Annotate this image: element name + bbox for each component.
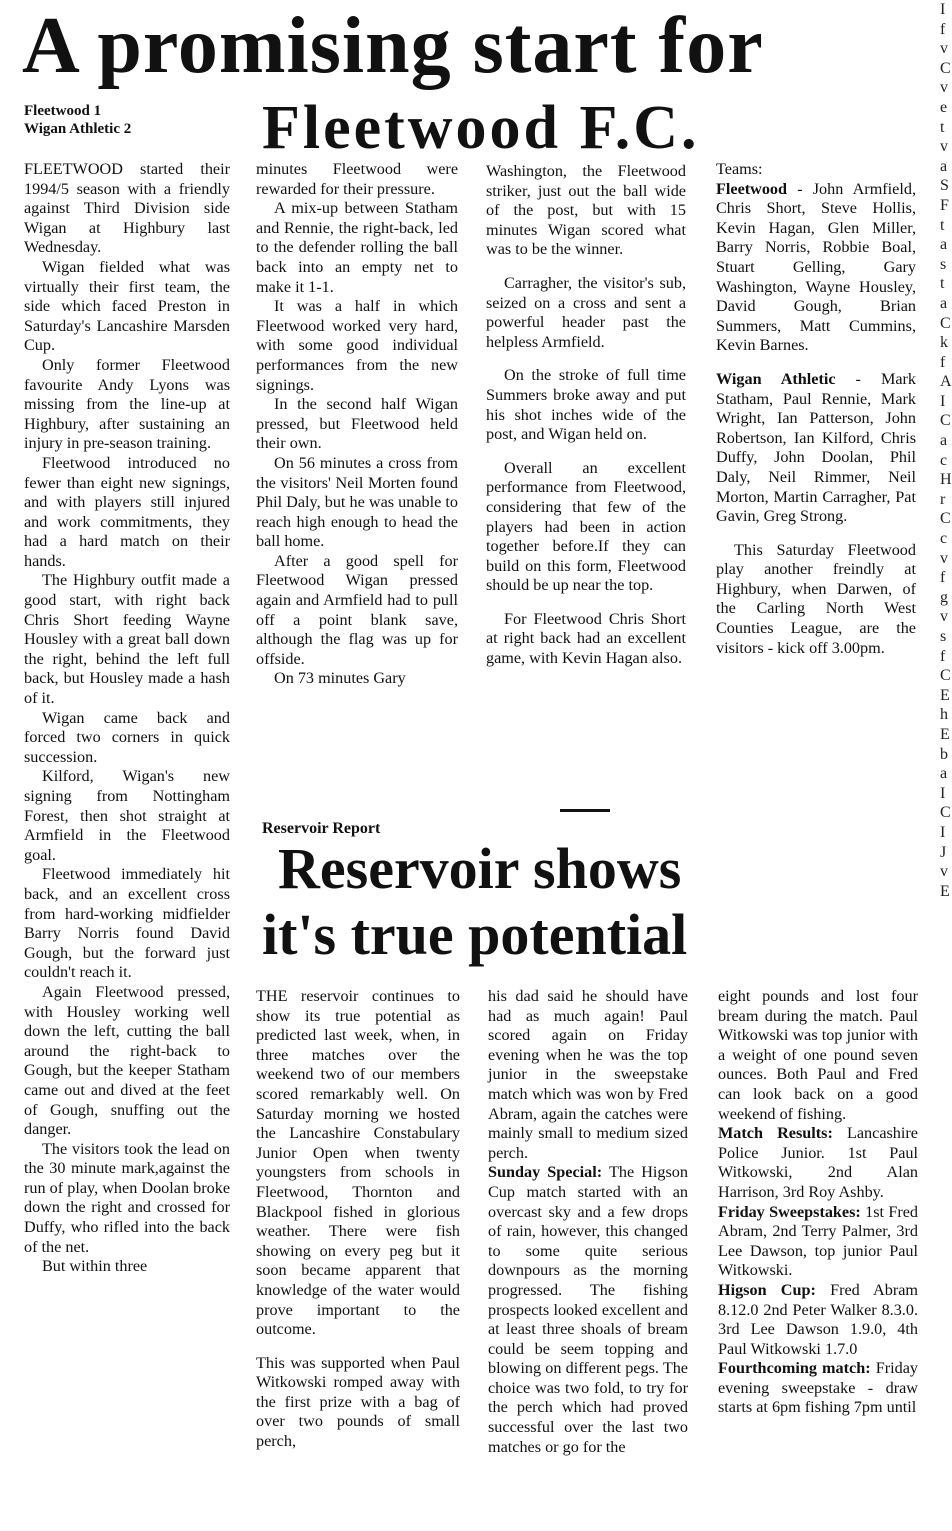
reservoir-headline-line1: Reservoir shows <box>278 836 682 901</box>
paragraph: Only former Fleetwood favourite Andy Lyons was missing from the line-up at Highbury, after sustaining an injury in pre-season training. <box>24 355 230 453</box>
score-home: Fleetwood 1 <box>24 103 102 119</box>
fleetwood-label: Fleetwood <box>716 179 788 198</box>
paragraph: Wigan came back and forced two corners in quick succession. <box>24 708 230 766</box>
match-results-text: Lancashire Police Junior. 1st Paul Witkowski, 2nd Alan Harrison, 3rd Roy Ashby. <box>718 1124 918 1201</box>
paragraph: The visitors took the lead on the 30 minute mark,against the run of play, when Doolan broke down the right and crossed for Duffy, who rifled into the back of the net. <box>24 1139 230 1256</box>
next-fixture-note: This Saturday Fleetwood play another freindly at Highbury, when Darwen, of the Carling North West Counties League, are the visitors - kick off 3.00pm. <box>716 540 916 657</box>
article2-column-2 <box>488 987 688 1457</box>
section-divider <box>560 809 610 812</box>
fleetwood-team-list <box>716 180 916 356</box>
teams-heading: Teams: <box>716 160 763 178</box>
paragraph: On 56 minutes a cross from the visitors' Neil Morten found Phil Daly, but he was unable to reach high enough to head the ball home. <box>256 453 458 551</box>
article1-column-3 <box>486 162 686 669</box>
paragraph: This was supported when Paul Witkowski romped away with the first prize with a bag of over two pounds of small perch, <box>256 1353 460 1451</box>
forthcoming-match-label: Fourthcoming match: <box>718 1359 871 1378</box>
friday-sweepstakes <box>718 1203 918 1281</box>
higson-cup-label: Higson Cup: <box>718 1280 816 1299</box>
reservoir-headline-line2: it's true potential <box>262 902 688 967</box>
fleetwood-players: - John Armfield, Chris Short, Steve Hollis, Kevin Hagan, Glen Miller, Barry Norris, Robbie Boal, Stuart Gelling, Gary Washington, Wayne Housley, David Gough, Brian Summers, Matt Cummins, Kevin Barnes. <box>716 179 916 355</box>
paragraph: In the second half Wigan pressed, but Fleetwood held their own. <box>256 395 458 453</box>
paragraph: But within three <box>42 1257 148 1276</box>
article-headline-line1: A promising start for <box>22 2 764 90</box>
paragraph: Wigan fielded what was virtually their first team, the side which faced Preston in Saturday's Lancashire Marsden Cup. <box>24 257 230 355</box>
wigan-players: - Mark Statham, Paul Rennie, Mark Wright, Ian Patterson, John Robertson, Ian Kilford, Chris Duffy, John Doolan, Phil Daly, Neil Rimmer, Neil Morton, Martin Carragher, Pat Gavin, Greg Strong. <box>716 369 917 526</box>
friday-sweepstakes-text: 1st Fred Abram, 2nd Terry Palmer, 3rd Lee Dawson, top junior Paul Witkowski. <box>718 1202 918 1280</box>
match-results <box>718 1124 918 1202</box>
section-kicker: Reservoir Report <box>262 820 381 837</box>
match-score <box>24 102 254 138</box>
paragraph: Kilford, Wigan's new signing from Nottingham Forest, then shot straight at Armfield in the Fleetwood goal. <box>24 767 230 864</box>
paragraph: FLEETWOOD started their 1994/5 season with a friendly against Third Division side Wigan at Highbury last Wednesday. <box>24 160 230 257</box>
score-away: Wigan Athletic 2 <box>24 121 132 137</box>
higson-cup-text: Fred Abram 8.12.0 2nd Peter Walker 8.3.0. 3rd Lee Dawson 1.9.0, 4th Paul Witkowski 1.7.0 <box>718 1280 918 1358</box>
article1-column-4 <box>716 160 916 658</box>
article2-column-1 <box>256 987 460 1452</box>
paragraph: Fleetwood introduced no fewer than eight new signings, and with players still injured and work commitments, they had a hard match on their hands. <box>24 453 230 570</box>
paragraph: THE reservoir continues to show its true potential as predicted last week, when, in three matches over the weekend two of our members scored remarkably well. On Saturday morning we hosted the Lancashire Constabulary Junior Open when twenty youngsters from schools in Fleetwood, Thornton and Blackpool fished in glorious weather. There were fish showing on every peg but it soon became apparent that knowledge of the water would prove important to the outcome. <box>256 987 460 1339</box>
wigan-label: Wigan Athletic <box>716 369 836 388</box>
paragraph: On the stroke of full time Summers broke away and put his shot inches wide of the post, and Wigan held on. <box>486 366 686 444</box>
paragraph: Overall an excellent performance from Fleetwood, considering that few of the players had been in action together before.If they can build on this form, Fleetwood should be up near the top. <box>486 458 686 595</box>
paragraph: After a good spell for Fleetwood Wigan pressed again and Armfield had to pull off a point blank save, although the flag was up for offside. <box>256 551 458 668</box>
paragraph: Washington, the Fleetwood striker, just out the ball wide of the post, but with 15 minutes Wigan scored what was to be the winner. <box>486 162 686 259</box>
sunday-special-paragraph <box>488 1163 688 1457</box>
paragraph: his dad said he should have had as much again! Paul scored again on Friday evening when he was the top junior in the sweepstake match which was won by Fred Abram, again the catches were mainly small to medium sized perch. <box>488 987 688 1162</box>
sunday-special-text: The Higson Cup match started with an overcast sky and a few drops of rain, however, this changed to some quite serious downpours as the morning progressed. The fishing prospects looked excellent and at least three shoals of bream could be seem topping and blowing on different pegs. The choice was two fold, to try for the perch which had proved successful over the last two matches or go for the <box>488 1163 688 1456</box>
sunday-special-label: Sunday Special: <box>488 1163 603 1182</box>
article1-column-1 <box>24 160 230 1277</box>
paragraph: Again Fleetwood pressed, with Housley working well down the left, cutting the ball around the right-back to Gough, but the keeper Statham came out and dived at the feet of Gough, snuffing out the danger. <box>24 982 230 1139</box>
paragraph: A mix-up between Statham and Rennie, the right-back, led to the defender rolling the ball back into an empty net to make it 1-1. <box>256 199 458 296</box>
higson-cup-results <box>718 1281 918 1359</box>
match-results-label: Match Results: <box>718 1124 833 1143</box>
paragraph: It was a half in which Fleetwood worked very hard, with some good individual performances from the new signings. <box>256 297 458 394</box>
paragraph: eight pounds and lost four bream during the match. Paul Witkowski was top junior with a weight of one pound seven ounces. Both Paul and Fred can look back on a good weekend of fishing. <box>718 987 918 1123</box>
wigan-team-list <box>716 370 916 527</box>
paragraph: minutes Fleetwood were rewarded for their pressure. <box>256 160 458 198</box>
paragraph: Fleetwood immediately hit back, and an excellent cross from hard-working midfielder Barry Norris found David Gough, but the forward just couldn't reach it. <box>24 865 230 982</box>
article2-column-3 <box>718 987 918 1418</box>
paragraph: Carragher, the visitor's sub, seized on a cross and sent a powerful header past the helpless Armfield. <box>486 273 686 351</box>
forthcoming-match-text: Friday evening sweepstake - draw starts at 6pm fishing 7pm until <box>718 1359 919 1417</box>
forthcoming-match <box>718 1359 918 1418</box>
article-headline-line2: Fleetwood F.C. <box>262 94 700 162</box>
reservoir-headline <box>262 836 922 968</box>
article1-column-2 <box>256 160 458 689</box>
friday-sweepstakes-label: Friday Sweepstakes: <box>718 1202 861 1221</box>
paragraph: For Fleetwood Chris Short at right back had an excellent game, with Kevin Hagan also. <box>486 609 686 668</box>
adjacent-column-edge: I f v C v e t v a S F t a s t a C k f A I C a c H r C c v f g v s f C E h E b a I C I J v E <box>940 1 952 900</box>
paragraph: The Highbury outfit made a good start, with right back Chris Short feeding Wayne Housley with a great ball down the right, behind the left full back, but Housley made a hash of it. <box>24 571 230 708</box>
paragraph: On 73 minutes Gary <box>274 669 406 688</box>
